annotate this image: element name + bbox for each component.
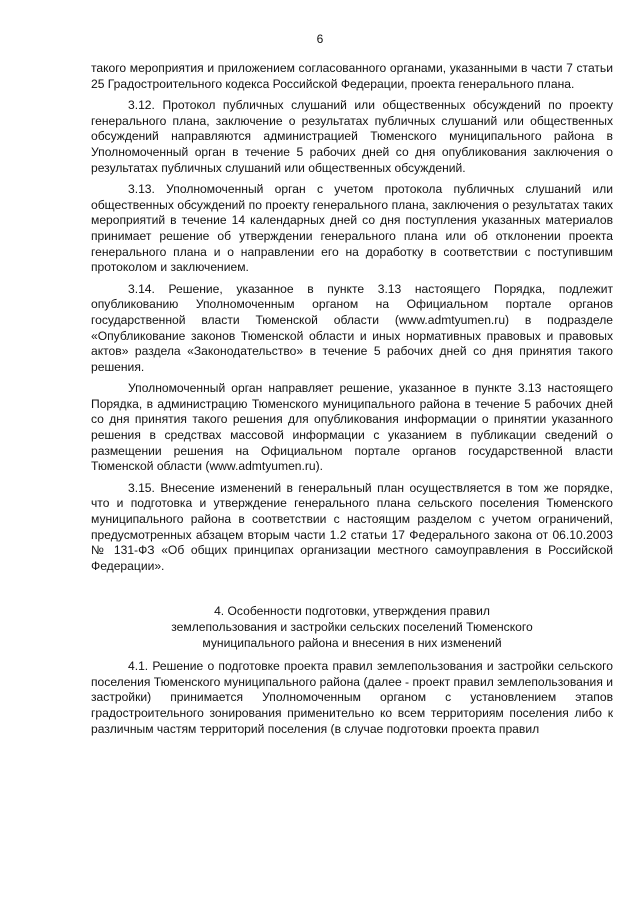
paragraph-3-15: 3.15. Внесение изменений в генеральный план осуществляется в том же порядке, что и подготовка и утверждение генерального плана сельского поселения Тюменского муниципального района в соответствии с настоящим разделом с учетом ограничений, предусмотренных абзацем вторым части 1.2 статьи 17 Федерального закона от 06.10.2003 № 131-ФЗ «Об общих принципах организации местного самоуправления в Российской Федерации». [91, 480, 613, 573]
section-heading-line-2: землепользования и застройки сельских поселений Тюменского [171, 620, 533, 634]
page-number: 6 [316, 32, 324, 46]
paragraph-4-1: 4.1. Решение о подготовке проекта правил землепользования и застройки сельского поселения Тюменского муниципального района (далее - проект правил землепользования и застройки) принимается Уполномоченным органом с установлением этапов градостроительного зонирования применительно ко всем территориям поселения либо к различным частям территорий поселения (в случае подготовки проекта правил [91, 659, 613, 736]
section-4-heading [91, 604, 613, 651]
paragraph-continuation: такого мероприятия и приложением согласованного органами, указанными в части 7 статьи 25 Градостроительного кодекса Российской Федерации, проекта генерального плана. [91, 61, 613, 91]
paragraph-3-12: 3.12. Протокол публичных слушаний или общественных обсуждений по проекту генерального плана, заключение о результатах публичных слушаний или общественных обсуждений направляются администрацией Тюменского муниципального района в Уполномоченный орган в течение 5 рабочих дней со дня опубликования заключения о результатах публичных слушаний или общественных обсуждений. [91, 98, 613, 175]
paragraph-3-14-decision-sending: Уполномоченный орган направляет решение, указанное в пункте 3.13 настоящего Порядка, в администрацию Тюменского муниципального района в течение 5 рабочих дней со дня принятия такого решения для опубликования информации о принятии указанного решения в средствах массовой информации с указанием в публикации сведений о размещении решения на Официальном портале органов государственной власти Тюменской области (www.admtyumen.ru). [91, 381, 613, 474]
paragraph-3-13: 3.13. Уполномоченный орган с учетом протокола публичных слушаний или общественных обсуждений по проекту генерального плана, заключения о результатах таких мероприятий в течение 14 календарных дней со дня поступления указанных материалов принимает решение об утверждении генерального плана или об отклонении проекта генерального плана и о направлении его на доработку в соответствии с поступившим протоколом и заключением. [91, 182, 613, 275]
document-body [91, 61, 613, 743]
section-heading-line-3: муниципального района и внесения в них изменений [202, 635, 502, 650]
paragraph-3-14: 3.14. Решение, указанное в пункте 3.13 настоящего Порядка, подлежит опубликованию Уполномоченным органом на Официальном портале органов государственной власти Тюменской области (www.admtyumen.ru) в подразделе «Опубликование законов Тюменской области и иных нормативных правовых и правовых актов» раздела «Законодательство» в течение 5 рабочих дней со дня принятия такого решения. [91, 281, 613, 374]
section-heading-line-1: 4. Особенности подготовки, утверждения правил [214, 604, 490, 619]
